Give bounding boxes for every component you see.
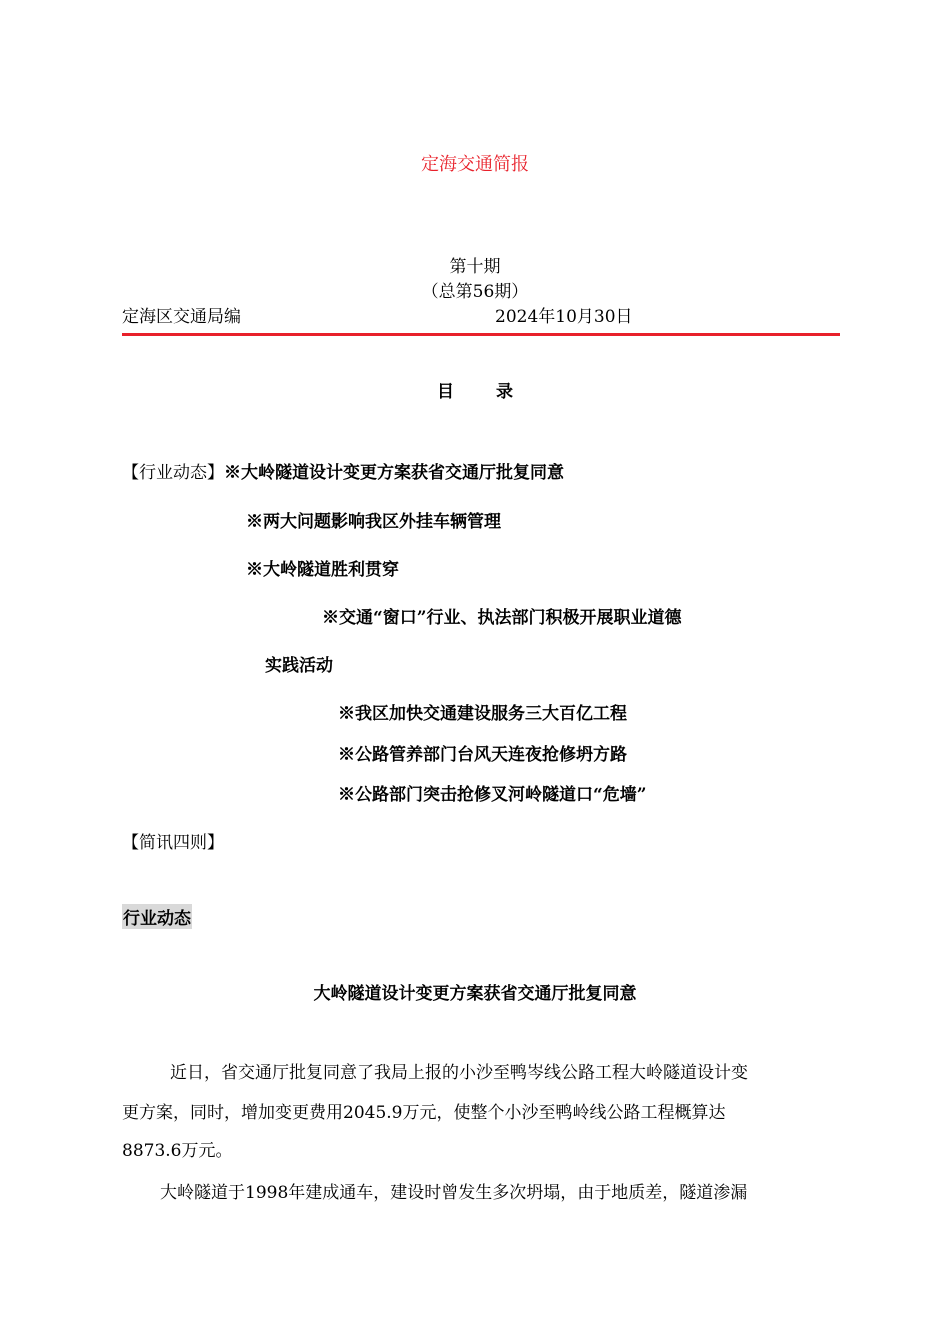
toc-section-label: 【行业动态】 <box>122 463 224 483</box>
toc-item-continuation[interactable]: 实践活动 <box>265 656 333 676</box>
toc-heading-left: 目 <box>437 382 454 402</box>
toc-item[interactable]: ※大岭隧道设计变更方案获省交通厅批复同意 <box>224 463 564 483</box>
toc-row-1 <box>122 458 564 483</box>
toc-item[interactable]: ※大岭隧道胜利贯穿 <box>246 560 399 580</box>
publish-date: 2024年10月30日 <box>495 307 633 327</box>
editor-line: 定海区交通局编 <box>122 307 241 327</box>
paragraph-line: 8873.6万元。 <box>122 1141 233 1161</box>
issue-number: 第十期 <box>449 257 501 277</box>
total-issue-number: （总第56期） <box>421 282 529 302</box>
article-title: 大岭隧道设计变更方案获省交通厅批复同意 <box>313 984 637 1004</box>
bulletin-title: 定海交通简报 <box>421 154 529 175</box>
toc-section-label: 【简讯四则】 <box>122 833 224 853</box>
red-header-rule <box>122 333 840 336</box>
toc-item[interactable]: ※交通“窗口”行业、执法部门积极开展职业道德 <box>322 608 682 628</box>
toc-item[interactable]: ※公路部门突击抢修叉河岭隧道口“危墙” <box>338 785 647 805</box>
toc-heading <box>0 377 950 402</box>
toc-item[interactable]: ※公路管养部门台风天连夜抢修坍方路 <box>338 745 627 765</box>
section-heading: 行业动态 <box>122 904 192 929</box>
paragraph-line: 更方案，同时，增加变更费用2045.9万元，使整个小沙至鸭岭线公路工程概算达 <box>122 1103 726 1123</box>
toc-item[interactable]: ※两大问题影响我区外挂车辆管理 <box>246 512 501 532</box>
paragraph-line: 大岭隧道于1998年建成通车，建设时曾发生多次坍塌，由于地质差，隧道渗漏 <box>160 1183 748 1203</box>
toc-item[interactable]: ※我区加快交通建设服务三大百亿工程 <box>338 704 627 724</box>
toc-heading-right: 录 <box>496 382 513 402</box>
paragraph-line: 近日，省交通厅批复同意了我局上报的小沙至鸭岑线公路工程大岭隧道设计变 <box>170 1063 748 1083</box>
